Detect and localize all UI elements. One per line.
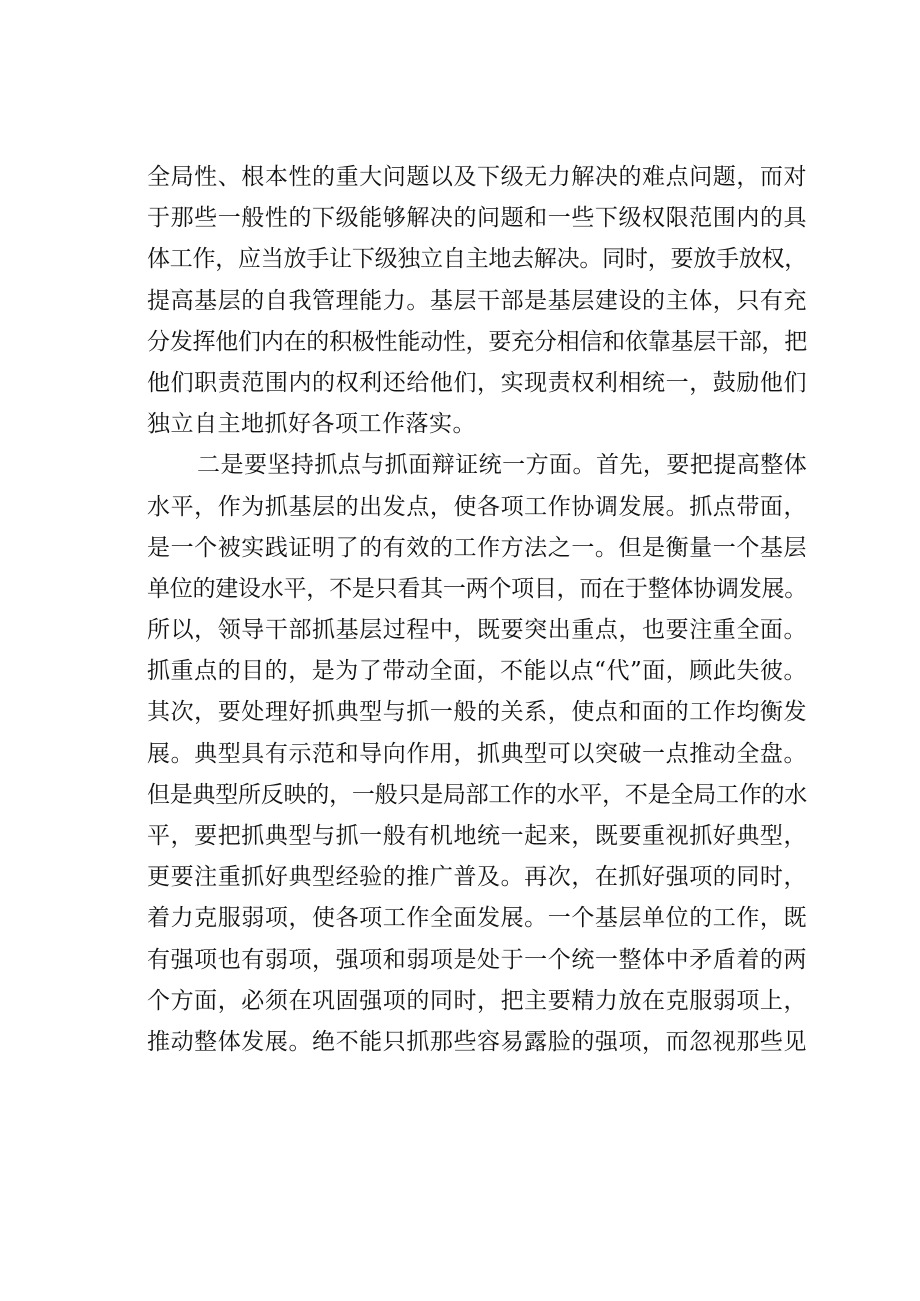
text-line: 提高基层的自我管理能力。基层干部是基层建设的主体，只有充	[147, 287, 807, 314]
text-line: 所以，领导干部抓基层过程中，既要突出重点，也要注重全面。	[147, 617, 807, 644]
text-line: 着力克服弱项，使各项工作全面发展。一个基层单位的工作，既	[147, 905, 807, 932]
paragraph-2	[147, 445, 807, 1063]
text-line: 是一个被实践证明了的有效的工作方法之一。但是衡量一个基层	[147, 534, 807, 561]
text-line: 水平，作为抓基层的出发点，使各项工作协调发展。抓点带面，	[147, 493, 807, 520]
text-line: 推动整体发展。绝不能只抓那些容易露脸的强项，而忽视那些见	[147, 1028, 807, 1055]
text-line: 但是典型所反映的，一般只是局部工作的水平，不是全局工作的水	[147, 781, 807, 808]
text-line: 分发挥他们内在的积极性能动性，要充分相信和依靠基层干部，把	[147, 328, 807, 355]
text-line: 单位的建设水平，不是只看其一两个项目，而在于整体协调发展。	[147, 575, 807, 602]
text-line: 于那些一般性的下级能够解决的问题和一些下级权限范围内的具	[147, 205, 807, 232]
text-line: 抓重点的目的，是为了带动全面，不能以点“代”面，顾此失彼。	[147, 658, 807, 685]
text-line: 个方面，必须在巩固强项的同时，把主要精力放在克服弱项上，	[147, 987, 807, 1014]
text-line: 他们职责范围内的权利还给他们，实现责权利相统一，鼓励他们	[147, 369, 807, 396]
text-line: 平，要把抓典型与抓一般有机地统一起来，既要重视抓好典型，	[147, 823, 807, 849]
text-line: 更要注重抓好典型经验的推广普及。再次，在抓好强项的同时，	[147, 864, 807, 891]
text-line: 有强项也有弱项，强项和弱项是处于一个统一整体中矛盾着的两	[147, 946, 807, 973]
body-text	[147, 157, 807, 1063]
text-line: 体工作，应当放手让下级独立自主地去解决。同时，要放手放权，	[147, 246, 807, 273]
text-line: 独立自主地抓好各项工作落实。	[147, 411, 476, 438]
text-line: 全局性、根本性的重大问题以及下级无力解决的难点问题，而对	[147, 164, 807, 190]
text-line: 其次，要处理好抓典型与抓一般的关系，使点和面的工作均衡发	[147, 699, 807, 726]
text-line: 二是要坚持抓点与抓面辩证统一方面。首先，要把提高整体	[197, 452, 807, 479]
text-line: 展。典型具有示范和导向作用，抓典型可以突破一点推动全盘。	[147, 740, 807, 767]
paragraph-1	[147, 157, 807, 445]
